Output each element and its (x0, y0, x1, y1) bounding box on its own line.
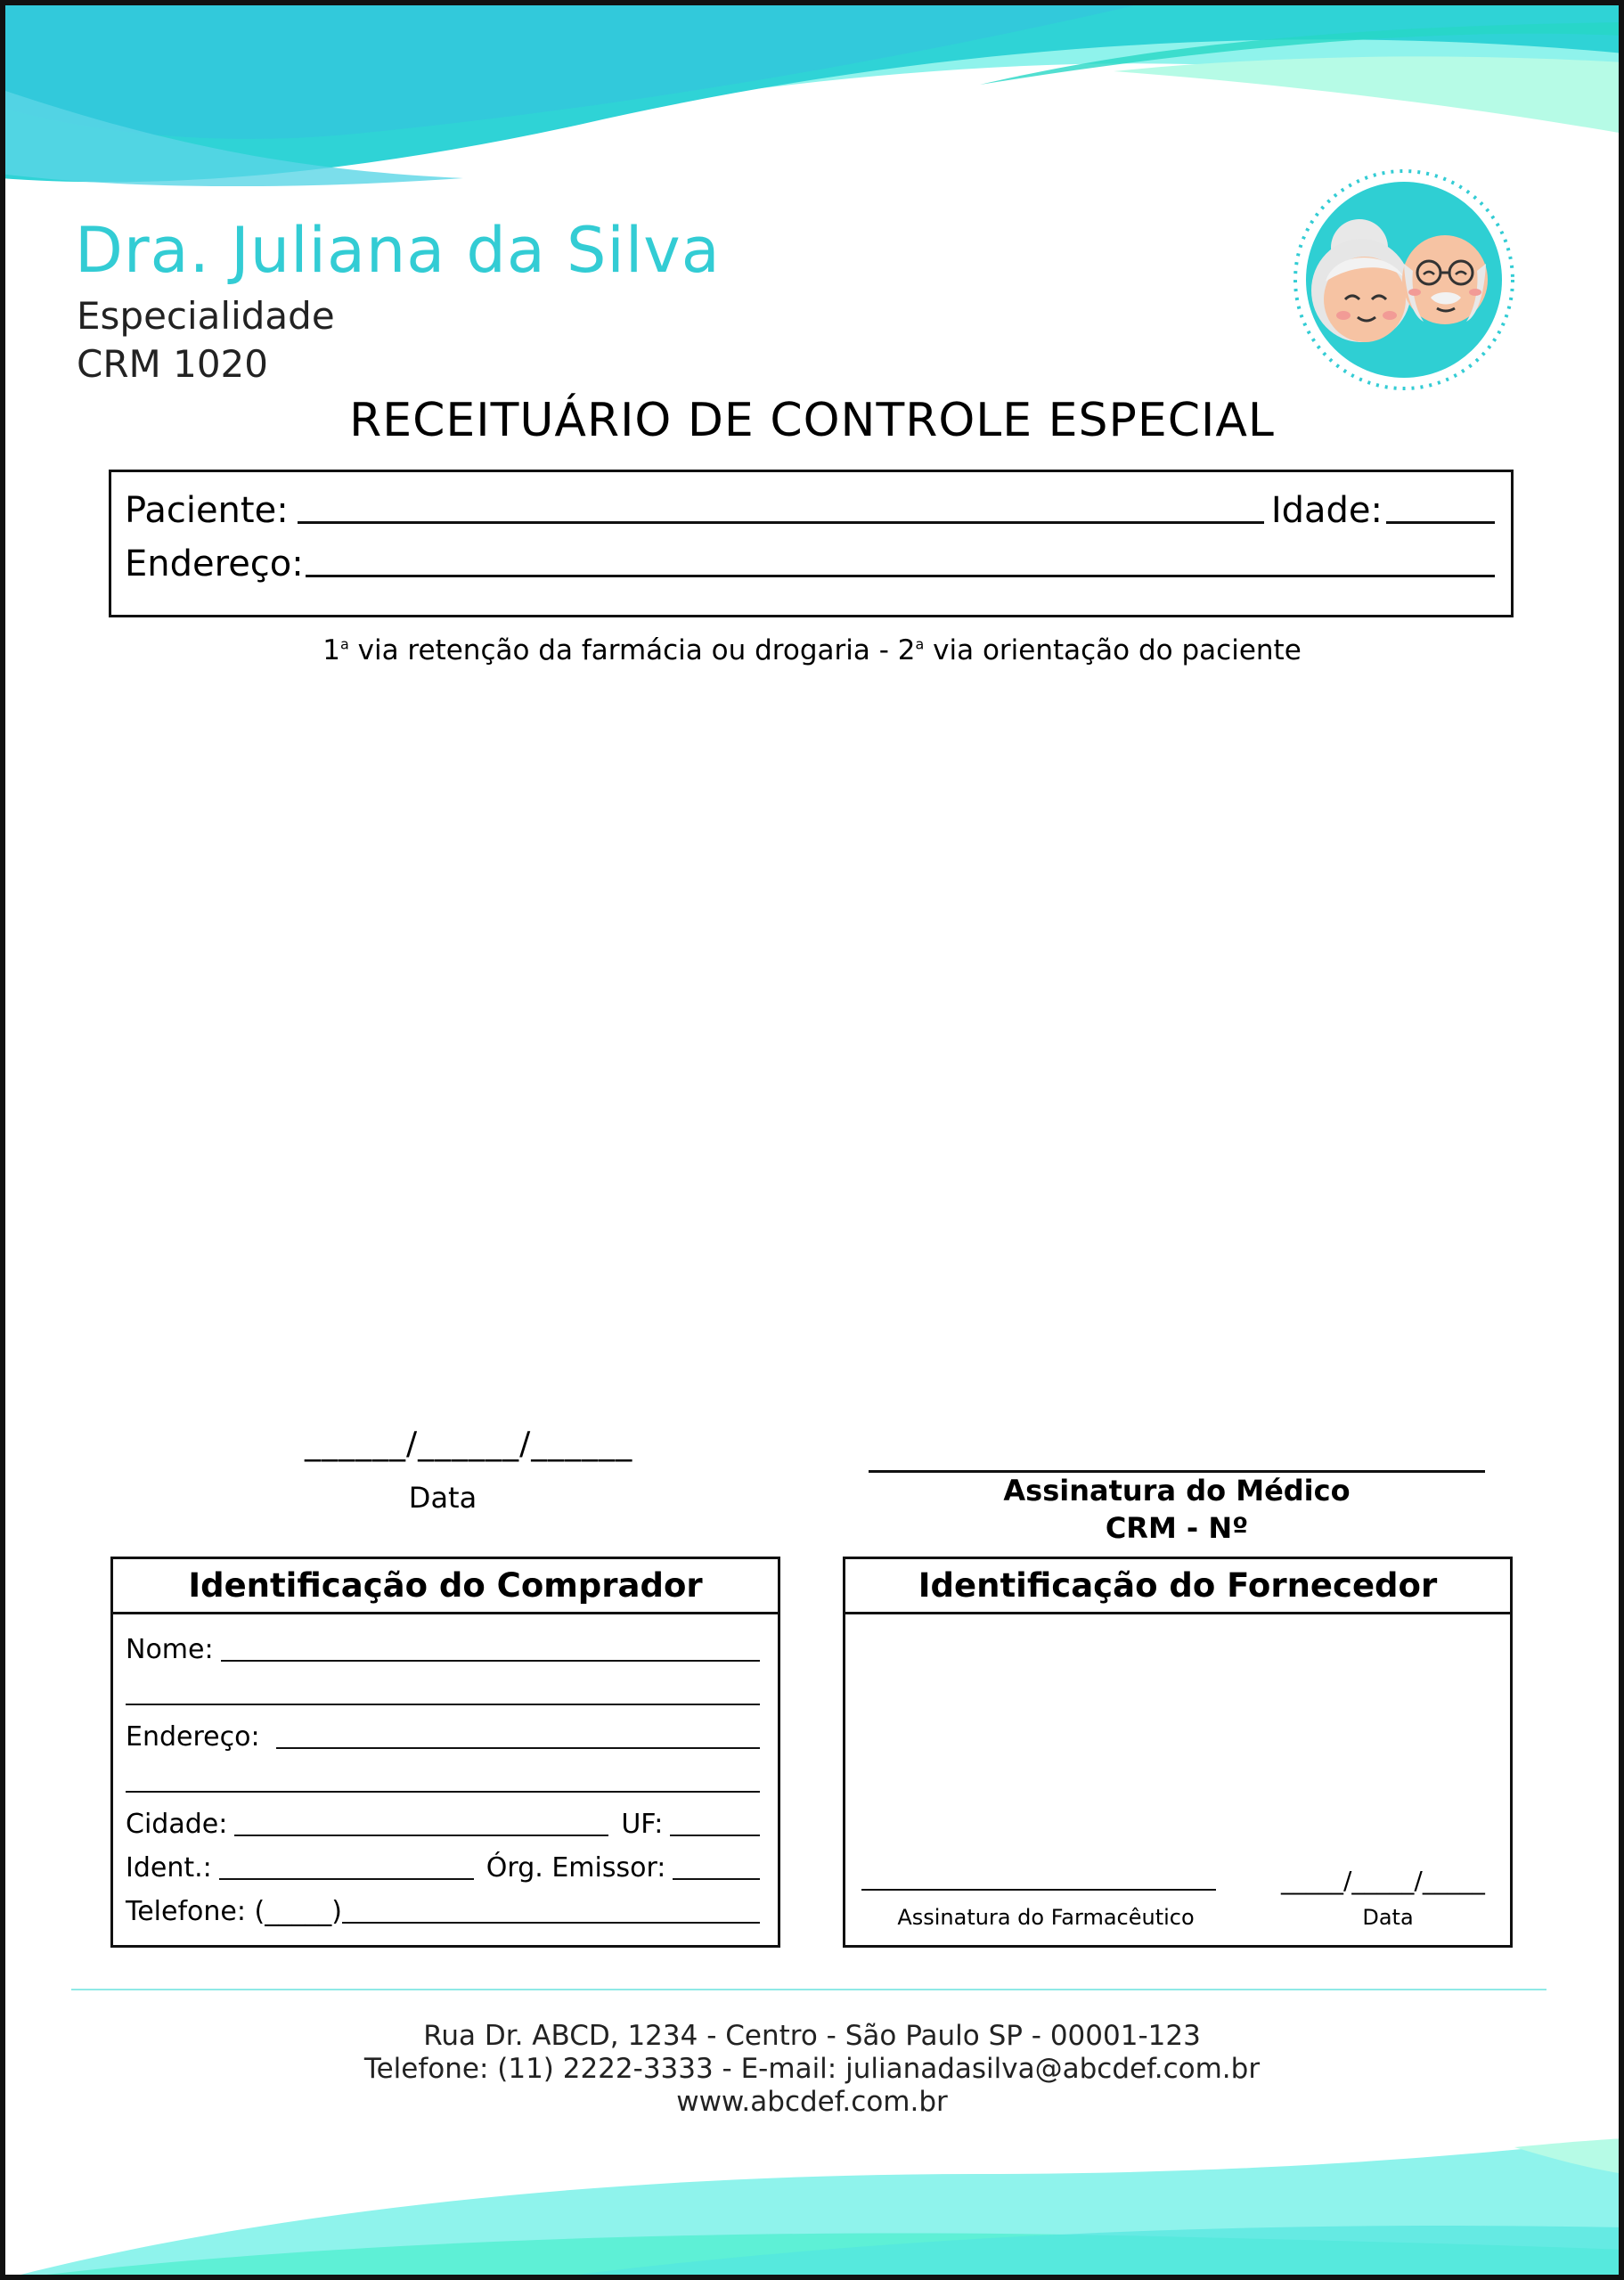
patient-name-field[interactable] (298, 521, 1264, 524)
bottom-wave-decoration (0, 2138, 1624, 2280)
buyer-box-title: Identificação do Comprador (113, 1559, 778, 1614)
via-second-ordinal: a (915, 635, 925, 653)
buyer-phone-field[interactable] (342, 1922, 760, 1924)
via-middle-text: via retenção da farmácia ou drogaria - 2 (348, 634, 916, 666)
address-field[interactable] (306, 575, 1495, 577)
buyer-ident-label: Ident.: (126, 1852, 212, 1884)
buyer-uf-field[interactable] (670, 1835, 760, 1836)
via-first-number: 1 (322, 634, 340, 666)
footer-website[interactable]: www.abcdef.com.br (676, 2086, 948, 2118)
buyer-city-label: Cidade: (126, 1809, 228, 1840)
supplier-box-title: Identificação do Fornecedor (845, 1559, 1510, 1614)
buyer-uf-label: UF: (621, 1809, 664, 1840)
buyer-city-row (126, 1809, 760, 1840)
document-title: RECEITUÁRIO DE CONTROLE ESPECIAL (349, 394, 1275, 447)
footer-divider (71, 1989, 1546, 1990)
supplier-date-field[interactable]: _____/_____/_____ (1281, 1866, 1485, 1895)
buyer-address-field[interactable] (276, 1747, 760, 1749)
age-field[interactable] (1386, 521, 1495, 524)
buyer-phone-row (126, 1896, 760, 1927)
doctor-specialty: Especialidade (77, 294, 335, 338)
supplier-date-label: Data (1362, 1905, 1414, 1930)
pharmacist-signature-line[interactable] (861, 1889, 1216, 1891)
address-row (125, 543, 1495, 584)
buyer-ident-field[interactable] (219, 1878, 474, 1880)
buyer-phone-label: Telefone: (_____) (126, 1896, 342, 1927)
via-first-ordinal: a (339, 635, 349, 653)
elderly-couple-icon (1290, 166, 1518, 394)
patient-label: Paciente: (125, 490, 289, 531)
prescription-date-field[interactable]: ______/______/______ (305, 1426, 633, 1462)
pharmacist-signature-label: Assinatura do Farmacêutico (897, 1905, 1195, 1930)
doctor-name: Dra. Juliana da Silva (75, 214, 721, 287)
copy-instructions (0, 634, 1624, 666)
address-label: Endereço: (125, 543, 304, 584)
footer-address: Rua Dr. ABCD, 1234 - Centro - São Paulo SP - 00001-123 (423, 2020, 1201, 2052)
buyer-address-row-2 (126, 1766, 760, 1796)
doctor-crm: CRM 1020 (77, 342, 268, 386)
doctor-sign-text: Assinatura do Médico (1003, 1474, 1351, 1508)
via-end-text: via orientação do paciente (924, 634, 1302, 666)
buyer-name-row-2 (126, 1679, 760, 1709)
doctor-signature-label (869, 1470, 1485, 1547)
patient-info-box (109, 470, 1514, 617)
buyer-address-row (126, 1721, 760, 1753)
buyer-issuer-label: Órg. Emissor: (486, 1852, 666, 1884)
patient-row (125, 490, 1495, 531)
buyer-name-label: Nome: (126, 1634, 214, 1665)
age-label: Idade: (1270, 490, 1383, 531)
buyer-name-row (126, 1634, 760, 1665)
footer-contact: Telefone: (11) 2222-3333 - E-mail: julianadasilva@abcdef.com.br (363, 2053, 1261, 2085)
buyer-address-field-2[interactable] (126, 1791, 760, 1793)
buyer-address-label: Endereço: (126, 1721, 260, 1753)
buyer-name-field-2[interactable] (126, 1704, 760, 1705)
buyer-identification-box (110, 1557, 780, 1948)
buyer-ident-row (126, 1852, 760, 1884)
buyer-city-field[interactable] (234, 1835, 608, 1836)
buyer-name-field[interactable] (221, 1660, 760, 1662)
crm-number-label: CRM - Nº (1105, 1511, 1249, 1545)
buyer-issuer-field[interactable] (673, 1878, 760, 1880)
prescription-date-label: Data (408, 1481, 477, 1515)
